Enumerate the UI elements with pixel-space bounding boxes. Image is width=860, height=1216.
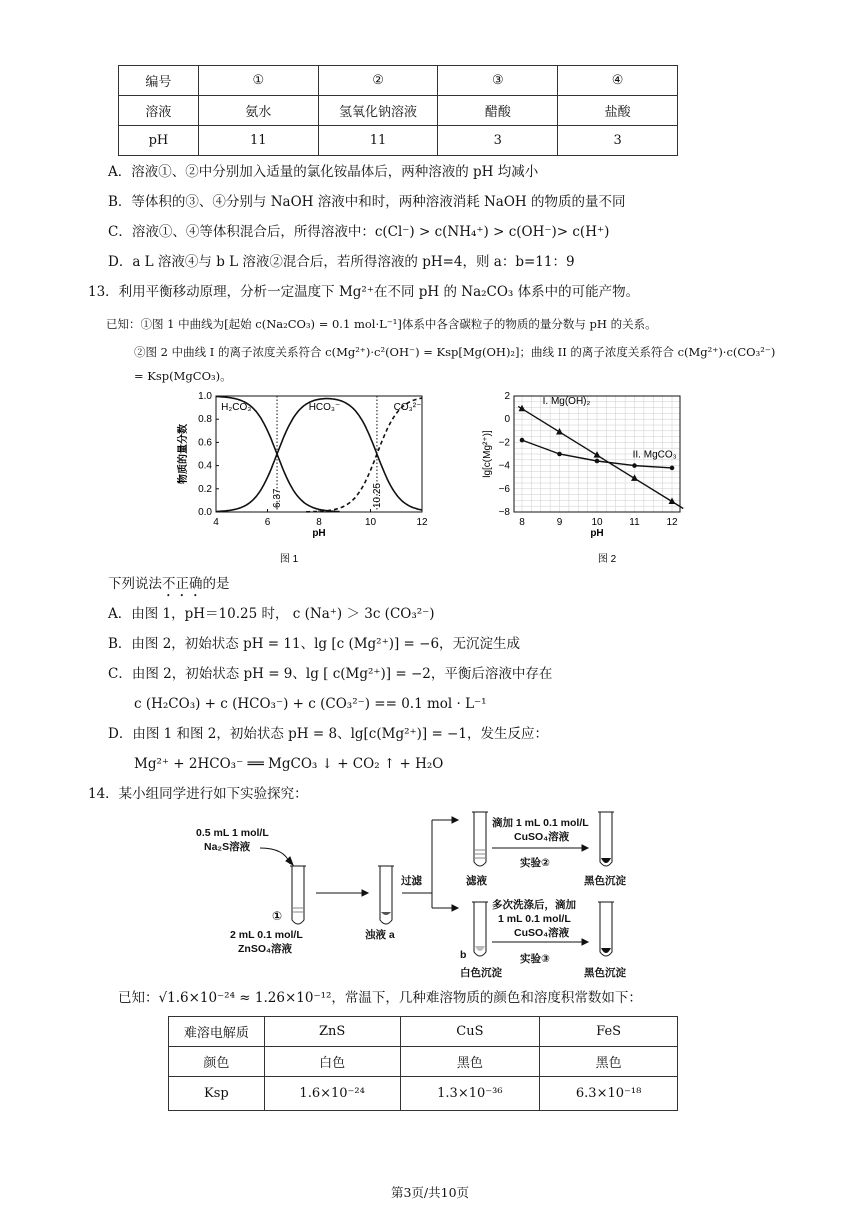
- figure-2: [480, 386, 690, 566]
- test-tube-a: [380, 866, 392, 924]
- test-tube-black-1: [600, 812, 612, 866]
- diagram-exp3-line-4: 实验③: [520, 953, 550, 965]
- q12-option-c: C．溶液①、④等体积混合后，所得溶液中：c(Cl⁻) > c(NH₄⁺) > c(OH⁻)> c(H⁺): [108, 224, 610, 240]
- table-row: [169, 1017, 678, 1047]
- diagram-white-label: 白色沉淀: [460, 967, 502, 979]
- table-cell: Ksp: [169, 1077, 265, 1111]
- diagram-exp2-line-1: 滴加 1 mL 0.1 mol/L: [492, 817, 589, 829]
- test-tube-1: [292, 866, 304, 924]
- y-tick-label: 0.2: [198, 483, 212, 495]
- table-cell: 难溶电解质: [169, 1017, 265, 1047]
- split-upper-arrowhead: [452, 817, 458, 823]
- table-cell: 3: [438, 126, 558, 156]
- q13-question-post: 的是: [202, 576, 230, 592]
- series-mgco3-point: [557, 452, 562, 457]
- figure-2-caption: 图 2: [597, 554, 617, 565]
- series-mgco3-point: [670, 466, 675, 471]
- table-cell: 11: [318, 126, 438, 156]
- series-mgco3-point: [632, 463, 637, 468]
- filtrate-liquid: [475, 850, 485, 858]
- series-label-co3: CO₃²⁻: [393, 401, 422, 413]
- q13-question: [108, 574, 230, 600]
- arrowhead-to-tube-a: [362, 890, 368, 896]
- diagram-exp2-line-2: CuSO₄溶液: [514, 831, 570, 843]
- q12-option-b: B．等体积的③、④分别与 NaOH 溶液中和时，两种溶液消耗 NaOH 的物质的量不同: [108, 194, 626, 210]
- x-tick-label: 12: [416, 517, 428, 528]
- q13-option-d-2: Mg²⁺ + 2HCO₃⁻ ══ MgCO₃ ↓ + CO₂ ↑ + H₂O: [134, 756, 444, 772]
- figure-1-caption: 图 1: [279, 554, 299, 565]
- figure-1: [170, 386, 445, 566]
- x-tick-label: 10: [591, 517, 603, 528]
- series-mgco3-point: [595, 459, 600, 464]
- table-row: [169, 1077, 678, 1111]
- y-tick-label: −4: [498, 460, 510, 472]
- diagram-add-label-2: Na₂S溶液: [204, 841, 251, 853]
- table-cell: FeS: [540, 1017, 678, 1047]
- table-cell: 颜色: [169, 1047, 265, 1077]
- y-tick-label: −8: [498, 507, 510, 518]
- x-tick-label: 11: [629, 517, 640, 528]
- experiment-diagram: [190, 808, 650, 986]
- pka-label: 10.25: [371, 482, 383, 508]
- diagram-circle-1: ①: [272, 909, 283, 923]
- series-label-hco3: HCO₃⁻: [308, 401, 341, 413]
- q13-stem: 13．利用平衡移动原理，分析一定温度下 Mg²⁺在不同 pH 的 Na₂CO₃ 体系中的可能产物。: [88, 284, 640, 300]
- tube-a-precipitate: [381, 912, 391, 915]
- y-tick-label: 0.0: [198, 507, 212, 518]
- q13-option-b: B．由图 2，初始状态 pH = 11、lg [c (Mg²⁺)] = −6，无沉淀生成: [108, 636, 521, 652]
- exp3-arrowhead: [582, 939, 588, 945]
- diagram-black2-label: 黑色沉淀: [584, 967, 626, 979]
- q13-question-pre: 下列说法: [108, 576, 162, 592]
- table-cell: ZnS: [264, 1017, 400, 1047]
- x-tick-label: 9: [556, 517, 563, 528]
- figure-2-chart: [480, 386, 690, 566]
- experiment-diagram-svg: [190, 808, 650, 986]
- add-arrow: [260, 848, 290, 864]
- page-footer: 第3页/共10页: [390, 1185, 470, 1200]
- y-tick-label: 0.8: [198, 414, 212, 426]
- q13-option-a: A．由图 1，pH＝10.25 时， c (Na⁺) ＞ 3c (CO₃²⁻): [108, 606, 435, 622]
- diagram-turbid-label: 浊液 a: [365, 929, 395, 941]
- y-axis-label: 物质的量分数: [178, 424, 189, 484]
- diagram-tube1-label-2: ZnSO₄溶液: [238, 943, 293, 955]
- diagram-b-label: b: [460, 949, 467, 961]
- x-tick-label: 10: [364, 517, 377, 528]
- series-mgco3-point: [520, 438, 525, 443]
- table-cell: 黑色: [400, 1047, 540, 1077]
- diagram-black1-label: 黑色沉淀: [584, 875, 626, 887]
- series-hco3: [216, 399, 422, 512]
- table-cell: 黑色: [540, 1047, 678, 1077]
- y-tick-label: 1.0: [198, 391, 212, 402]
- table-cell: 醋酸: [438, 96, 558, 126]
- table-row: [119, 66, 678, 96]
- x-tick-label: 6: [264, 517, 271, 528]
- diagram-filtrate-label: 滤液: [466, 875, 487, 887]
- table-cell: 氢氧化钠溶液: [318, 96, 438, 126]
- diagram-exp3-line-2: 1 mL 0.1 mol/L: [498, 913, 571, 925]
- table-solutions: [118, 65, 678, 156]
- table-cell: ②: [318, 66, 438, 96]
- split-lower-arrowhead: [452, 905, 458, 911]
- black-precipitate-2: [601, 948, 611, 953]
- q13-known-2: ②图 2 中曲线 I 的离子浓度关系符合 c(Mg²⁺)·c²(OH⁻) = Ksp[Mg(OH)₂]；曲线 II 的离子浓度关系符合 c(Mg²⁺)·c(CO₃²⁻): [134, 345, 776, 359]
- q12-option-a: A．溶液①、②中分别加入适量的氯化铵晶体后，两种溶液的 pH 均减小: [108, 164, 539, 180]
- exp2-arrowhead: [582, 845, 588, 851]
- table-row: [169, 1047, 678, 1077]
- diagram-filter-label: 过滤: [401, 875, 422, 887]
- q13-question-emphasis: 不正确: [162, 576, 203, 592]
- x-tick-label: 12: [666, 517, 678, 528]
- pka-label: 6.37: [272, 488, 284, 508]
- y-axis-label: lg[c(Mg²⁺)]: [482, 430, 493, 478]
- test-tube-black-2: [600, 902, 612, 956]
- q13-known-1: 已知：①图 1 中曲线为[起始 c(Na₂CO₃) = 0.1 mol·L⁻¹]体系中各含碳粒子的物质的量分数与 pH 的关系。: [106, 317, 657, 331]
- x-tick-label: 8: [316, 517, 322, 528]
- x-axis-label: pH: [312, 528, 326, 539]
- diagram-add-label-1: 0.5 mL 1 mol/L: [196, 827, 269, 839]
- series-label-mgco3: II. MgCO₃: [632, 449, 677, 461]
- diagram-exp3-line-1: 多次洗涤后，滴加: [492, 899, 576, 911]
- q12-option-d: D．a L 溶液④与 b L 溶液②混合后，若所得溶液的 pH=4，则 a：b=11：9: [108, 254, 575, 270]
- y-tick-label: 0.6: [198, 437, 212, 449]
- table-cell: 白色: [264, 1047, 400, 1077]
- q13-known-3: = Ksp(MgCO₃)。: [134, 369, 232, 383]
- table-cell: 1.3×10⁻³⁶: [400, 1077, 540, 1111]
- y-tick-label: 0: [504, 414, 510, 426]
- q14-known: 已知：√1.6×10⁻²⁴ ≈ 1.26×10⁻¹²，常温下，几种难溶物质的颜色和溶度积常数如下：: [118, 990, 642, 1006]
- table-cell: 3: [558, 126, 678, 156]
- black-precipitate-1: [601, 858, 611, 863]
- q13-option-c-1: C．由图 2，初始状态 pH = 9、lg [ c(Mg²⁺)] = −2，平衡后溶液中存在: [108, 666, 553, 682]
- table-ksp: [168, 1016, 678, 1111]
- white-precipitate: [475, 946, 485, 951]
- y-tick-label: 2: [504, 391, 510, 402]
- series-co3: [306, 398, 422, 512]
- table-cell: CuS: [400, 1017, 540, 1047]
- x-tick-label: 8: [519, 517, 525, 528]
- q14-stem: 14．某小组同学进行如下实验探究：: [88, 786, 308, 802]
- series-label-mgoh2: I. Mg(OH)₂: [542, 396, 591, 408]
- table-cell: ③: [438, 66, 558, 96]
- tube-1-liquid: [293, 908, 303, 912]
- table-cell: 编号: [119, 66, 199, 96]
- y-tick-label: −6: [498, 483, 510, 495]
- table-cell: 溶液: [119, 96, 199, 126]
- series-label-h2co3: H₂CO₃: [221, 401, 252, 413]
- table-cell: 1.6×10⁻²⁴: [264, 1077, 400, 1111]
- y-tick-label: −2: [498, 437, 510, 449]
- y-tick-label: 0.4: [198, 460, 212, 472]
- x-axis-label: pH: [590, 528, 604, 539]
- table-cell: 氨水: [198, 96, 318, 126]
- table-cell: pH: [119, 126, 199, 156]
- table-cell: 6.3×10⁻¹⁸: [540, 1077, 678, 1111]
- table-cell: 11: [198, 126, 318, 156]
- table-cell: 盐酸: [558, 96, 678, 126]
- diagram-exp2-line-3: 实验②: [520, 857, 550, 869]
- q13-option-c-2: c (H₂CO₃) + c (HCO₃⁻) + c (CO₃²⁻) == 0.1 mol · L⁻¹: [134, 696, 487, 712]
- table-cell: ①: [198, 66, 318, 96]
- table-row: [119, 126, 678, 156]
- table-row: [119, 96, 678, 126]
- diagram-tube1-label-1: 2 mL 0.1 mol/L: [230, 929, 303, 941]
- x-tick-label: 4: [213, 517, 219, 528]
- diagram-exp3-line-3: CuSO₄溶液: [514, 927, 570, 939]
- figure-1-chart: [170, 386, 445, 566]
- q13-option-d-1: D．由图 1 和图 2，初始状态 pH = 8、lg[c(Mg²⁺)] = −1，发生反应：: [108, 726, 548, 742]
- plot-frame: [216, 396, 422, 512]
- table-cell: ④: [558, 66, 678, 96]
